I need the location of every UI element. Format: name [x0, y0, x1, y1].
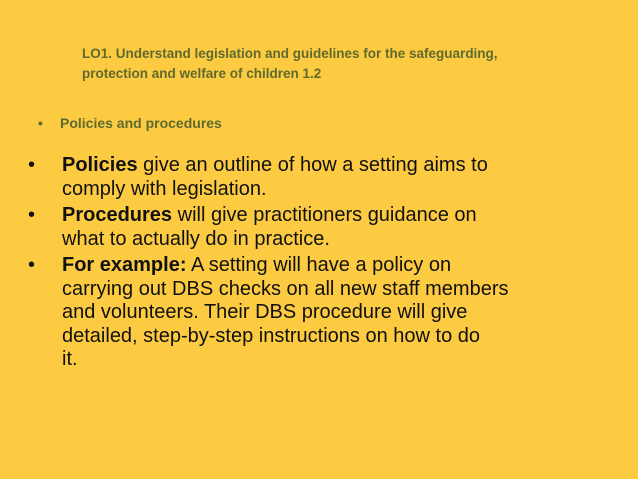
section-subheading [38, 113, 222, 133]
bullet-line: what to actually do in practice. [62, 227, 330, 250]
bullet-marker: • [28, 204, 36, 226]
bullet-line: detailed, step-by-step instructions on how to do [62, 324, 481, 347]
bullet-item-policies [28, 154, 618, 201]
bullet-term: For example: [62, 254, 187, 276]
bullet-line [62, 254, 618, 278]
header-line-2: protection and welfare of children 1.2 [82, 66, 322, 81]
bullet-list [28, 154, 618, 375]
slide-header [82, 44, 612, 84]
header-line-1: LO1. Understand legislation and guidelines for the safeguarding, [82, 46, 498, 61]
subheading-text: Policies and procedures [60, 115, 222, 131]
bullet-line [62, 204, 618, 228]
bullet-term: Policies [62, 154, 138, 176]
bullet-marker: • [28, 154, 36, 176]
bullet-line: and volunteers. Their DBS procedure will give [62, 301, 468, 323]
bullet-line: carrying out DBS checks on all new staff members [62, 277, 509, 300]
bullet-line: comply with legislation. [62, 177, 267, 200]
bullet-line [62, 154, 618, 178]
bullet-text: will give practitioners guidance on [172, 204, 477, 226]
bullet-text: give an outline of how a setting aims to [137, 154, 488, 176]
subheading-bullet: • [38, 115, 43, 131]
bullet-item-example [28, 254, 618, 372]
bullet-item-procedures [28, 204, 618, 251]
bullet-line: it. [62, 348, 78, 370]
bullet-marker: • [28, 254, 36, 276]
bullet-text: A setting will have a policy on [186, 254, 452, 276]
bullet-term: Procedures [62, 204, 173, 226]
